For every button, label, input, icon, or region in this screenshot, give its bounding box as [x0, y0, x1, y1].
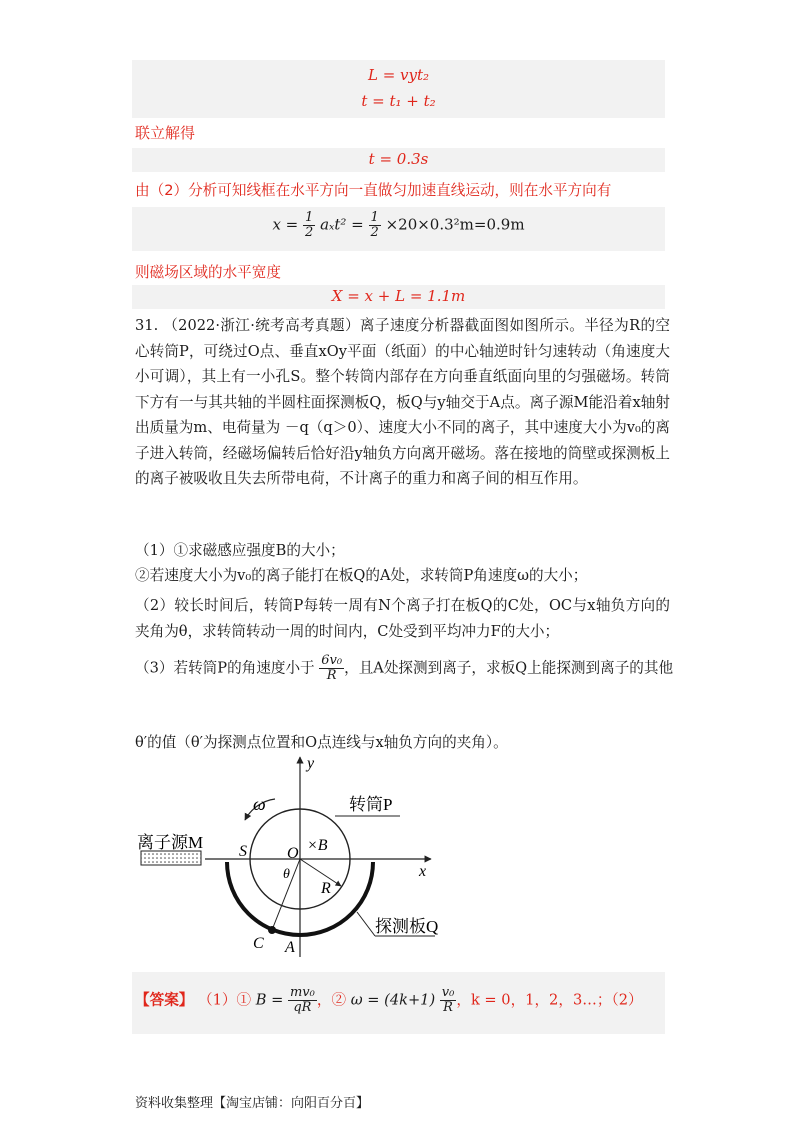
b-den: qR [293, 1000, 312, 1015]
eq-x-mid: aₓt² = [320, 215, 364, 234]
analysis-line: 由（2）分析可知线框在水平方向一直做匀加速直线运动，则在水平方向有 [135, 182, 612, 199]
b-label: ×B [307, 837, 328, 854]
answer-w-frac [440, 986, 457, 1015]
equation-l: L = vyt₂ [367, 66, 430, 84]
answer-line [135, 986, 643, 1015]
answer-b-frac [288, 986, 317, 1015]
question-part-3 [135, 653, 674, 683]
question-part-3-tail: θ′的值（θ′为探测点位置和O点连线与x轴负方向的夹角）。 [135, 734, 508, 751]
o-label: O [287, 845, 299, 862]
plate-label: 探测板Q [375, 917, 439, 936]
answer-sep: ，② [316, 991, 347, 1009]
c-label: C [253, 935, 264, 952]
answer-part1: （1）① [198, 991, 252, 1009]
omega-label: ω [253, 794, 266, 814]
ion-source-label: 离子源M [137, 833, 204, 852]
question-text: 离子速度分析器截面图如图所示。半径为R的空心转筒P，可绕过O点、垂直xOy平面（纸面）的中心轴逆时针匀速转动（角速度大小可调），其上有一小孔S。整个转筒内部存在方向垂直纸面向里的匀强磁场。转筒下方有一与其共轴的半圆柱面探测板Q，板Q与y轴交于A点。离子源M能沿着x轴射出质量为m、电荷量为 －q（q＞0）、速度大小不同的离子，其中速度大小为v₀的离子进入转筒，经磁场偏转后恰好沿y轴负方向离开磁场。落在接地的筒壁或探测板上的离子被吸收且失去所带电荷，不计离子的重力和离子间的相互作用。 [135, 317, 670, 487]
equation-x [132, 211, 665, 240]
p3-frac-den: R [326, 668, 337, 683]
r-label: R [321, 880, 331, 897]
s-label: S [239, 843, 247, 860]
answer-tag: 【答案】 [135, 991, 194, 1009]
frac1-num: 1 [305, 210, 314, 225]
a-label: A [285, 939, 295, 956]
question-body [135, 313, 670, 492]
b-num: mv₀ [289, 985, 315, 1000]
question-number: 31. [135, 317, 159, 334]
cylinder-label: 转筒P [349, 795, 393, 814]
theta-label: θ [283, 867, 290, 882]
eq-x-rhs: ×20×0.3²m=0.9m [385, 215, 525, 234]
equation-t-result: t = 0.3s [368, 150, 429, 168]
answer-w-lhs: ω = (4k+1) [350, 991, 436, 1009]
frac2-num: 1 [370, 210, 379, 225]
question-source: （2022·浙江·统考高考真题） [163, 317, 360, 334]
x-axis-label: x [419, 863, 427, 880]
y-axis-label: y [307, 755, 315, 772]
footer-note: 资料收集整理【淘宝店铺：向阳百分百】 [135, 1096, 370, 1111]
p3-fraction [319, 654, 344, 683]
answer-b-lhs: B = [255, 991, 284, 1009]
p3-pre: （3）若转筒P的角速度小于 [135, 659, 315, 677]
solve-label: 联立解得 [135, 124, 196, 142]
w-den: R [443, 1000, 453, 1015]
eq-x-frac1 [303, 211, 315, 240]
equation-X: X = x + L = 1.1m [331, 287, 466, 305]
plate-leader [357, 912, 375, 936]
question-part-1b: ②若速度大小为v₀的离子能打在板Q的A处，求转筒P角速度ω的大小； [135, 567, 588, 584]
question-part-1a: （1）①求磁感应强度B的大小； [135, 542, 345, 559]
point-c [268, 926, 276, 934]
eq-x-frac2 [369, 211, 381, 240]
w-num: v₀ [441, 985, 455, 1000]
p3-post: ，且A处探测到离子，求板Q上能探测到离子的其他 [344, 659, 674, 677]
frac2-den: 2 [370, 225, 379, 240]
ion-source-box [141, 851, 201, 865]
answer-k: ，k = 0，1，2，3…；（2） [456, 991, 643, 1009]
equation-t: t = t₁ + t₂ [361, 92, 436, 110]
field-width-label: 则磁场区域的水平宽度 [135, 264, 281, 281]
p3-frac-num: 6v₀ [321, 653, 343, 668]
question-part-2: （2）较长时间后，转筒P每转一周有N个离子打在板Q的C处，OC与x轴负方向的夹角为θ，求转筒转动一周的时间内，C处受到平均冲力F的大小； [135, 597, 670, 640]
eq-x-lhs: x = [272, 215, 299, 234]
frac1-den: 2 [305, 225, 314, 240]
ion-analyzer-figure [135, 752, 455, 962]
